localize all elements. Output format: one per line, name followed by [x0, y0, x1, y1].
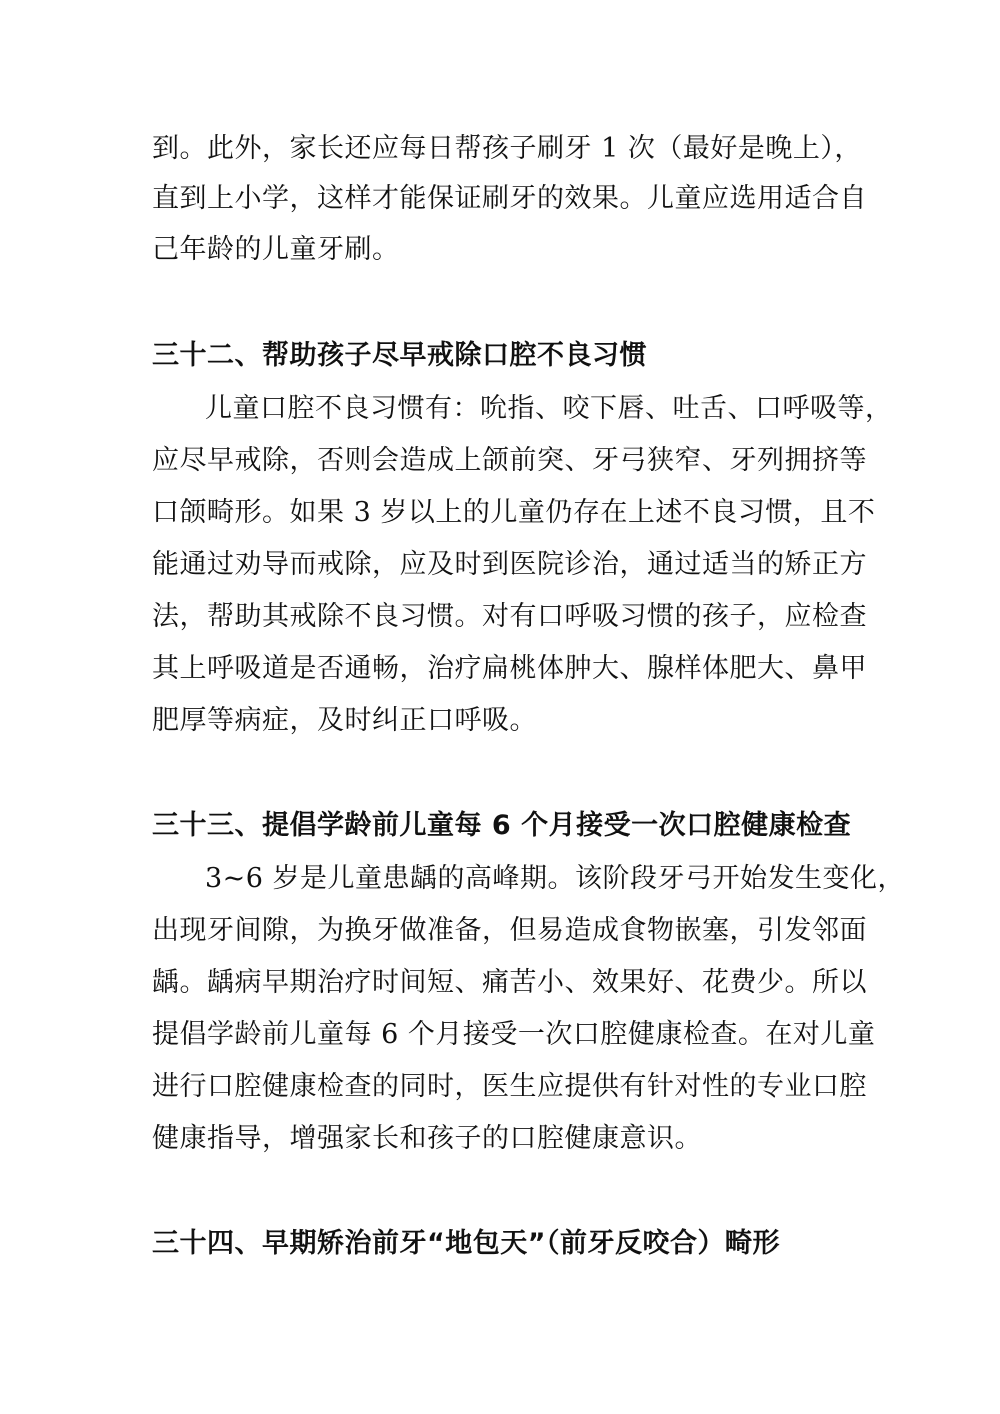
paragraph-line: 出现牙间隙，为换牙做准备，但易造成食物嵌塞，引发邻面: [152, 915, 867, 946]
paragraph-line: 己年龄的儿童牙刷。: [152, 234, 400, 265]
paragraph-line: 法，帮助其戒除不良习惯。对有口呼吸习惯的孩子，应检查: [152, 601, 867, 632]
paragraph-line: 肥厚等病症，及时纠正口呼吸。: [152, 705, 537, 736]
paragraph-line: 口颌畸形。如果 3 岁以上的儿童仍存在上述不良习惯，且不: [152, 497, 876, 528]
section-heading-33: 三十三、提倡学龄前儿童每 6 个月接受一次口腔健康检查: [152, 810, 852, 841]
section-heading-34: 三十四、早期矫治前牙“地包天”（前牙反咬合）畸形: [152, 1228, 780, 1259]
paragraph-line: 3~6 岁是儿童患龋的高峰期。该阶段牙弓开始发生变化，: [205, 863, 906, 894]
paragraph-line: 龋。龋病早期治疗时间短、痛苦小、效果好、花费少。所以: [152, 967, 867, 998]
paragraph-line: 提倡学龄前儿童每 6 个月接受一次口腔健康检查。在对儿童: [152, 1019, 876, 1050]
paragraph-line: 其上呼吸道是否通畅，治疗扁桃体肿大、腺样体肥大、鼻甲: [152, 653, 867, 684]
paragraph-line: 儿童口腔不良习惯有：吮指、咬下唇、吐舌、口呼吸等，: [205, 393, 893, 424]
section-heading-32: 三十二、帮助孩子尽早戒除口腔不良习惯: [152, 340, 647, 371]
paragraph-line: 直到上小学，这样才能保证刷牙的效果。儿童应选用适合自: [152, 183, 867, 214]
paragraph-line: 到。此外，家长还应每日帮孩子刷牙 1 次（最好是晚上），: [152, 133, 862, 164]
paragraph-line: 进行口腔健康检查的同时，医生应提供有针对性的专业口腔: [152, 1071, 867, 1102]
paragraph-line: 应尽早戒除，否则会造成上颌前突、牙弓狭窄、牙列拥挤等: [152, 445, 867, 476]
paragraph-line: 健康指导，增强家长和孩子的口腔健康意识。: [152, 1123, 702, 1154]
paragraph-line: 能通过劝导而戒除，应及时到医院诊治，通过适当的矫正方: [152, 549, 867, 580]
